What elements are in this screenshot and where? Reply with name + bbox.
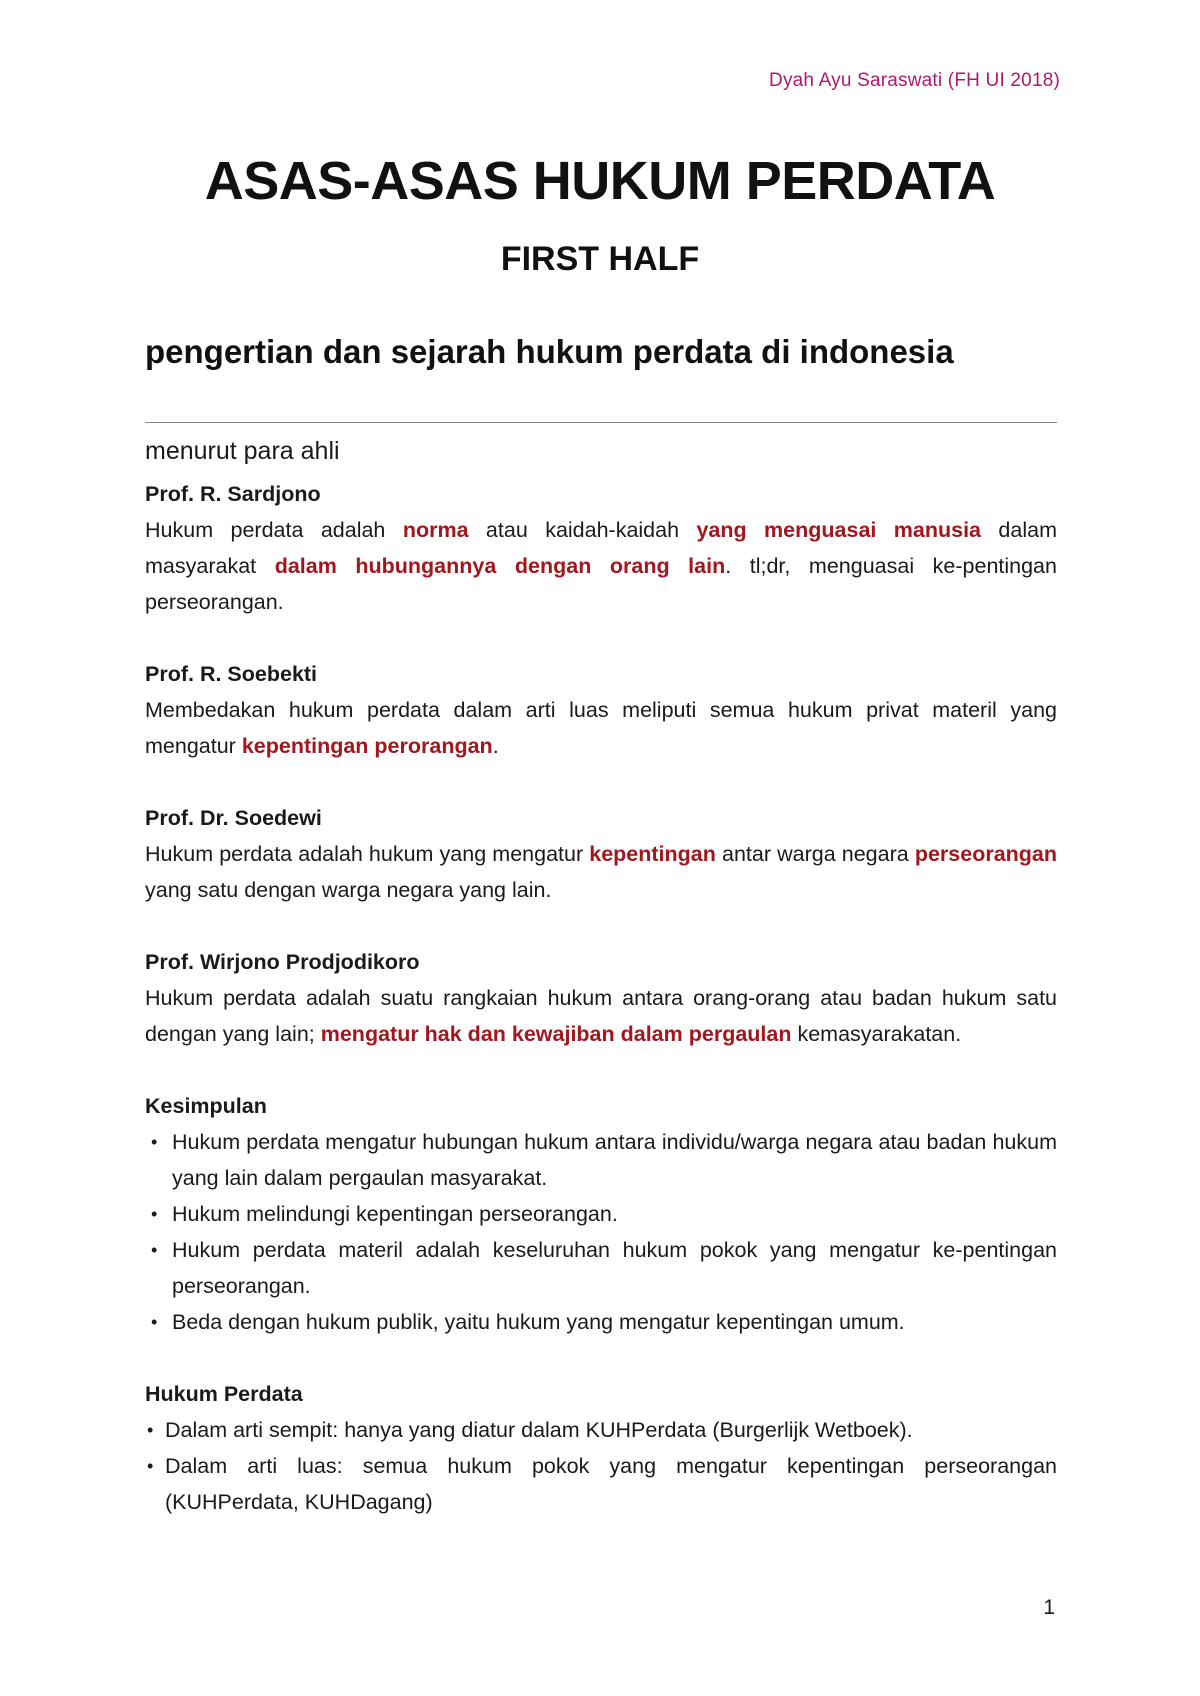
intro-text: menurut para ahli bbox=[145, 437, 340, 465]
highlighted-term: dalam hubungannya dengan orang lain bbox=[274, 554, 726, 578]
list-item-text: Beda dengan hukum publik, yaitu hukum yang mengatur kepentingan umum. bbox=[172, 1310, 905, 1334]
bullet-icon: • bbox=[151, 1312, 158, 1332]
highlighted-term: perseorangan bbox=[914, 842, 1058, 866]
hukum-perdata-heading: Hukum Perdata bbox=[145, 1382, 303, 1406]
definition-text: Hukum perdata adalah suatu rangkaian hukum antara orang-orang atau badan hukum satu dengan yang lain; bbox=[145, 986, 1057, 1046]
list-item-text: Hukum melindungi kepentingan perseorangan. bbox=[172, 1202, 618, 1226]
highlighted-term: kepentingan perorangan bbox=[241, 734, 493, 758]
kesimpulan-list bbox=[145, 1124, 1057, 1340]
bullet-icon: • bbox=[151, 1204, 158, 1224]
document-title: ASAS-ASAS HUKUM PERDATA bbox=[204, 151, 996, 211]
list-item bbox=[145, 1196, 1057, 1232]
definition-text: yang satu dengan warga negara yang lain. bbox=[145, 878, 552, 902]
highlighted-term: norma bbox=[402, 518, 469, 542]
list-item bbox=[145, 1304, 1057, 1340]
expert-name: Prof. Wirjono Prodjodikoro bbox=[145, 950, 420, 974]
definition-text: . bbox=[492, 734, 499, 758]
list-item-text: Dalam arti sempit: hanya yang diatur dalam KUHPerdata (Burgerlijk Wetboek). bbox=[165, 1418, 913, 1442]
list-item bbox=[145, 1448, 1057, 1520]
highlighted-term: yang menguasai manusia bbox=[696, 518, 982, 542]
expert-definition bbox=[145, 692, 1057, 764]
page-number: 1 bbox=[1043, 1596, 1055, 1619]
expert-name: Prof. R. Soebekti bbox=[145, 662, 318, 686]
list-item-text: Hukum perdata mengatur hubungan hukum antara individu/warga negara atau badan hukum yang lain dalam pergaulan masyarakat. bbox=[172, 1130, 1057, 1190]
definition-text: dalam masyarakat bbox=[145, 518, 1057, 578]
definition-text: Hukum perdata adalah bbox=[145, 518, 403, 542]
definition-text: Hukum perdata adalah hukum yang mengatur bbox=[145, 842, 590, 866]
expert-definition bbox=[145, 836, 1057, 908]
highlighted-term: mengatur hak dan kewajiban dalam pergaulan bbox=[320, 1022, 792, 1046]
section-heading: pengertian dan sejarah hukum perdata di indonesia bbox=[145, 333, 954, 370]
list-item bbox=[145, 1412, 1057, 1448]
section-divider bbox=[145, 422, 1057, 423]
bullet-icon: • bbox=[151, 1132, 158, 1152]
list-item-text: Dalam arti luas: semua hukum pokok yang mengatur kepentingan perseorangan (KUHPerdata, KUHDagang) bbox=[165, 1454, 1057, 1514]
document-body bbox=[145, 430, 1057, 1556]
header-author: Dyah Ayu Saraswati (FH UI 2018) bbox=[769, 70, 1060, 91]
highlighted-term: kepentingan bbox=[589, 842, 716, 866]
bullet-icon: • bbox=[151, 1240, 158, 1260]
expert-name: Prof. R. Sardjono bbox=[145, 482, 321, 506]
list-item bbox=[145, 1124, 1057, 1196]
definition-text: antar warga negara bbox=[715, 842, 915, 866]
definition-text: atau kaidah-kaidah bbox=[468, 518, 697, 542]
definition-text: kemasyarakatan. bbox=[791, 1022, 962, 1046]
document-subtitle: FIRST HALF bbox=[500, 240, 700, 278]
expert-definition bbox=[145, 512, 1057, 620]
hukum-perdata-list bbox=[145, 1412, 1057, 1520]
expert-definition bbox=[145, 980, 1057, 1052]
list-item bbox=[145, 1232, 1057, 1304]
kesimpulan-heading: Kesimpulan bbox=[145, 1094, 267, 1118]
bullet-icon: • bbox=[147, 1420, 154, 1440]
bullet-icon: • bbox=[147, 1456, 154, 1476]
expert-name: Prof. Dr. Soedewi bbox=[145, 806, 322, 830]
definition-text: Membedakan hukum perdata dalam arti luas meliputi semua hukum privat materil yang mengatur bbox=[145, 698, 1057, 758]
list-item-text: Hukum perdata materil adalah keseluruhan hukum pokok yang mengatur ke-pentingan perseorangan. bbox=[172, 1238, 1057, 1298]
definition-text: . tl;dr, menguasai ke-pentingan perseorangan. bbox=[145, 554, 1057, 614]
